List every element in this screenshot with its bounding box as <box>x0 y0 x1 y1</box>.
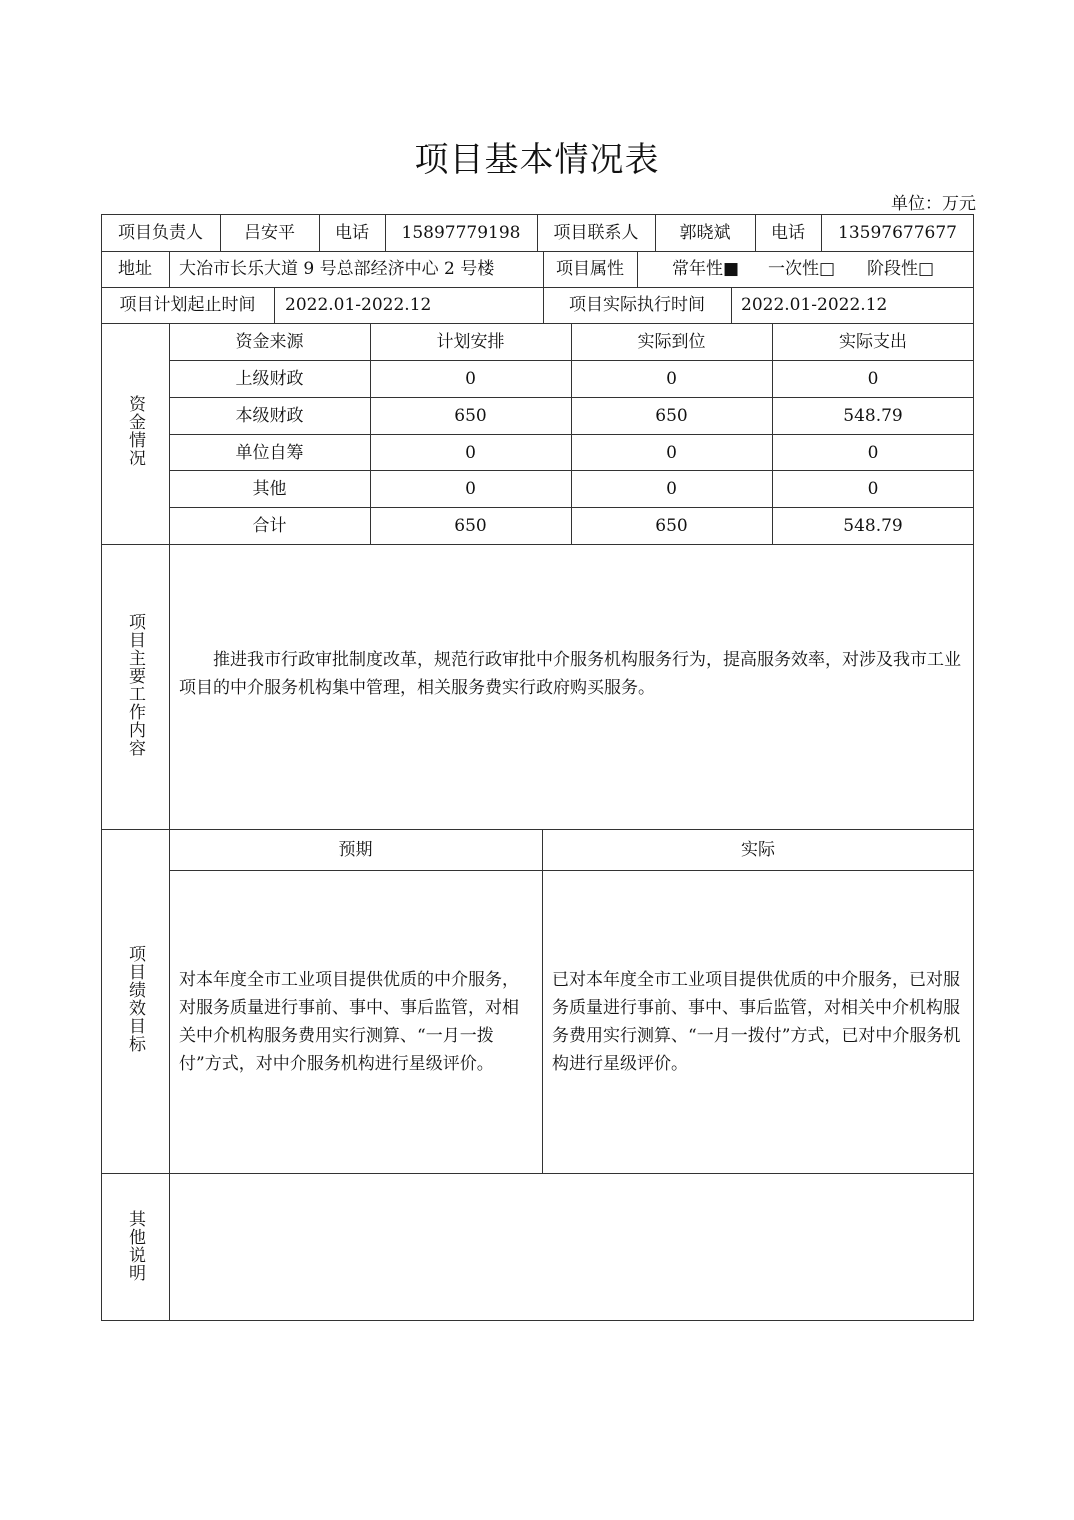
address-value: 大冶市长乐大道 9 号总部经济中心 2 号楼 <box>179 259 495 279</box>
funds-header-received: 实际到位 <box>637 332 706 352</box>
address-label: 地址 <box>118 259 152 279</box>
attr-label: 项目属性 <box>556 259 624 279</box>
rule <box>274 287 275 323</box>
funds-row-0-source: 上级财政 <box>235 369 304 389</box>
funds-row-0-plan: 0 <box>465 369 476 389</box>
phone-label: 电话 <box>335 223 369 243</box>
other-side-label: 其他说明 <box>125 1210 145 1282</box>
attr-option-annual: 常年性■ <box>672 259 740 279</box>
goals-expected-text: 对本年度全市工业项目提供优质的中介服务，对服务质量进行事前、事中、事后监管，对相关中介机构服务费用实行测算、“一月一拨付”方式，对中介服务机构进行星级评价。 <box>179 970 519 1074</box>
phone2-value: 13597677677 <box>838 223 957 243</box>
rule <box>772 323 773 544</box>
unit-label: 单位：万元 <box>891 194 976 214</box>
funds-row-2-source: 单位自筹 <box>235 443 304 463</box>
contact-label: 项目联系人 <box>553 223 639 243</box>
actual-period-label: 项目实际执行时间 <box>569 295 705 315</box>
funds-header-spent: 实际支出 <box>839 332 907 352</box>
rule <box>370 323 371 544</box>
funds-row-3-source: 其他 <box>252 479 287 499</box>
attr-option-phase: 阶段性□ <box>867 259 935 279</box>
rule <box>169 323 170 1321</box>
phone-value: 15897779198 <box>401 223 521 243</box>
rule <box>101 287 974 288</box>
rule <box>571 323 572 544</box>
rule <box>101 829 974 830</box>
funds-row-3-received: 0 <box>666 479 677 499</box>
funds-row-1-source: 本级财政 <box>235 406 304 426</box>
content-text: 推进我市行政审批制度改革，规范行政审批中介服务机构服务行为，提高服务效率，对涉及我市工业项目的中介服务机构集中管理，相关服务费实行政府购买服务。 <box>179 650 961 698</box>
rule <box>101 323 974 324</box>
funds-row-1-plan: 650 <box>454 406 487 426</box>
goals-expected-header: 预期 <box>338 840 373 860</box>
funds-row-2-plan: 0 <box>465 443 476 463</box>
funds-total-source: 合计 <box>252 516 287 536</box>
rule <box>542 829 543 1173</box>
goals-actual-header: 实际 <box>741 840 775 860</box>
funds-total-spent: 548.79 <box>843 516 903 536</box>
funds-row-2-spent: 0 <box>867 443 879 463</box>
attr-option-onetime: 一次性□ <box>768 259 836 279</box>
funds-row-0-received: 0 <box>666 369 677 389</box>
plan-period-value: 2022.01-2022.12 <box>285 295 432 315</box>
funds-row-1-received: 650 <box>655 406 688 426</box>
goals-actual-text: 已对本年度全市工业项目提供优质的中介服务，已对服务质量进行事前、事中、事后监管，对相关中介机构服务费用实行测算、“一月一拨付”方式，已对中介服务机构进行星级评价。 <box>552 970 961 1074</box>
rule <box>637 251 638 287</box>
rule <box>101 1173 974 1174</box>
plan-period-label: 项目计划起止时间 <box>119 295 256 315</box>
leader-name: 吕安平 <box>244 223 295 243</box>
funds-side-label: 资金情况 <box>125 395 145 467</box>
funds-row-3-plan: 0 <box>465 479 476 499</box>
leader-label: 项目负责人 <box>118 223 203 243</box>
rule <box>169 251 170 287</box>
funds-row-1-spent: 548.79 <box>843 406 903 426</box>
funds-header-source: 资金来源 <box>235 332 304 352</box>
content-side-label: 项目主要工作内容 <box>125 613 145 757</box>
page-title: 项目基本情况表 <box>414 140 660 180</box>
funds-header-plan: 计划安排 <box>436 332 505 352</box>
funds-row-3-spent: 0 <box>867 479 879 499</box>
rule <box>101 544 974 545</box>
funds-row-0-spent: 0 <box>867 369 879 389</box>
phone2-label: 电话 <box>771 223 805 243</box>
rule <box>101 251 974 252</box>
contact-name: 郭晓斌 <box>679 223 731 243</box>
funds-total-plan: 650 <box>454 516 487 536</box>
goals-side-label: 项目绩效目标 <box>125 945 145 1053</box>
actual-period-value: 2022.01-2022.12 <box>741 295 888 315</box>
rule <box>169 870 974 871</box>
funds-row-2-received: 0 <box>666 443 677 463</box>
funds-total-received: 650 <box>655 516 688 536</box>
rule <box>731 287 732 323</box>
